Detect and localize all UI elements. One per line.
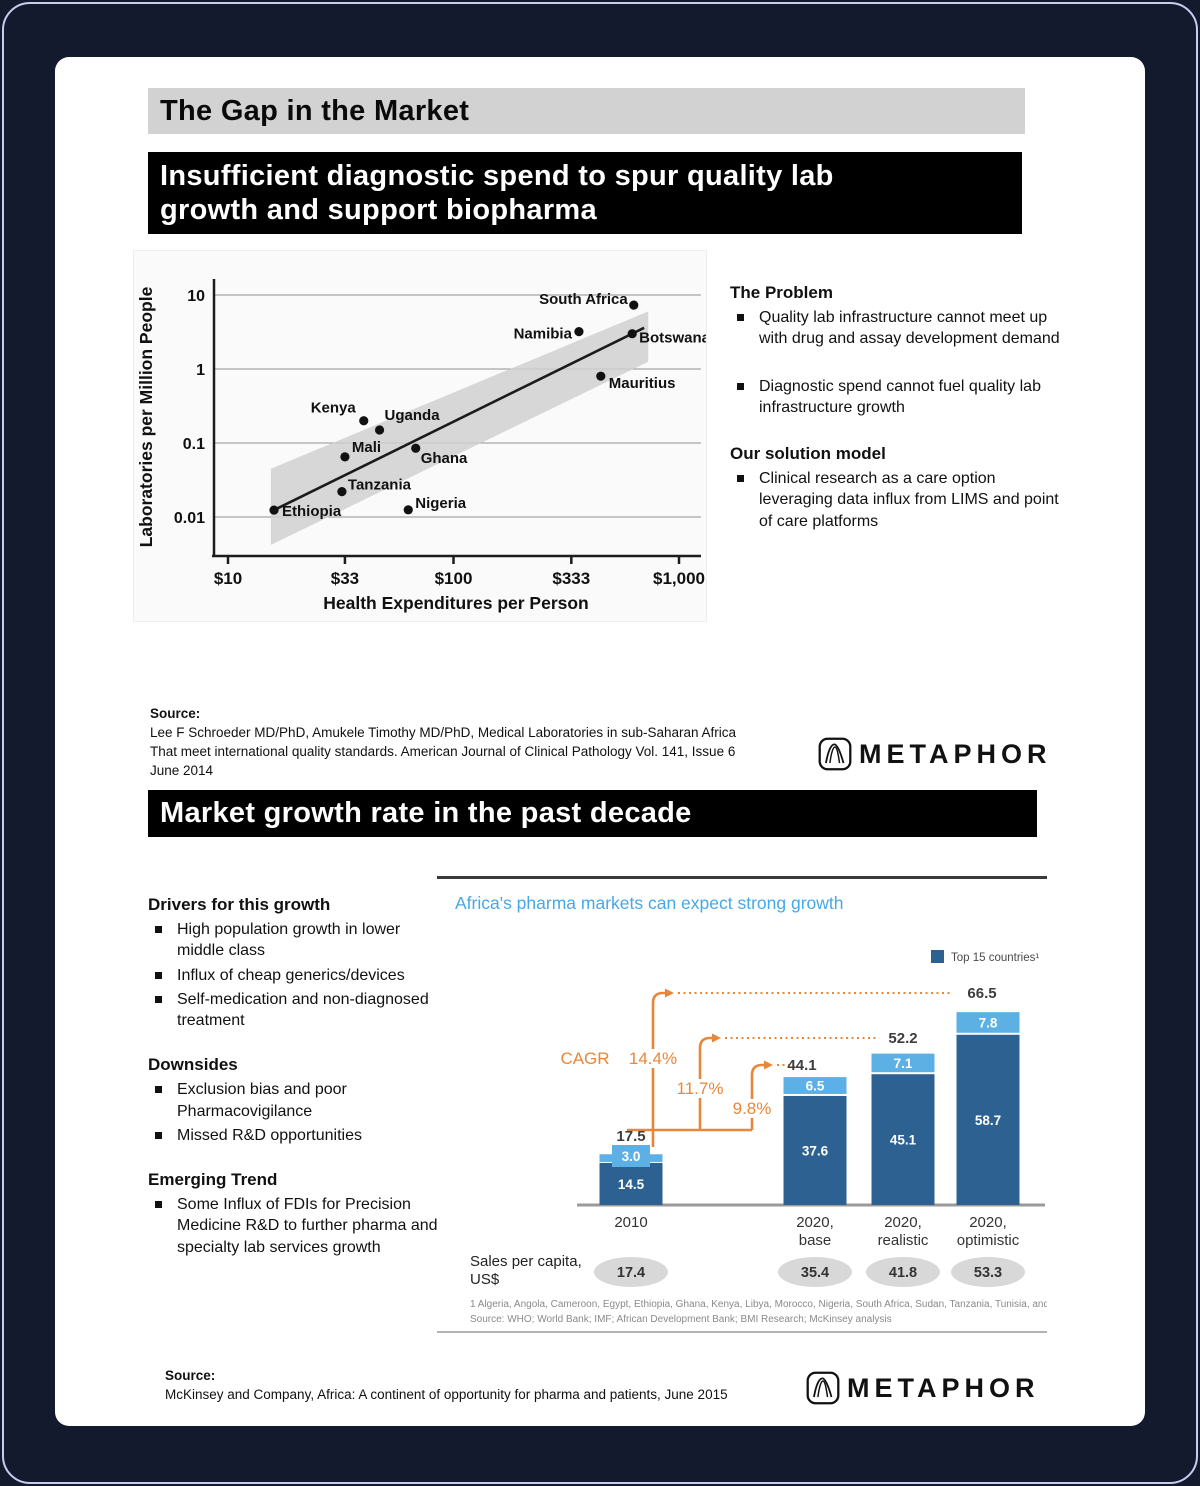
bar-total-label: 52.2	[888, 1030, 918, 1047]
metaphor-logo-text: METAPHOR	[847, 1372, 1040, 1403]
cagr-label: CAGR	[560, 1049, 610, 1068]
scatter-point-label: South Africa	[539, 291, 628, 309]
bullet-square-icon	[155, 972, 162, 979]
scatter-point-label: Ethiopia	[282, 503, 342, 521]
cagr-arrow	[752, 1065, 764, 1130]
y-tick-label: 1	[196, 362, 205, 379]
scatter-point	[337, 487, 346, 496]
bar-total-label: 66.5	[967, 985, 997, 1002]
scatter-point-label: Mali	[351, 438, 382, 456]
y-axis-title: Laboratories per Million People	[136, 286, 156, 548]
bullet-square-icon	[155, 1086, 162, 1093]
x-tick-label: $100	[434, 569, 473, 588]
downsides-bullet-list	[148, 1079, 440, 1146]
drivers-heading: Drivers for this growth	[148, 895, 331, 914]
cagr-arrowhead-icon	[665, 989, 674, 998]
scatter-point-label: Tanzania	[347, 476, 411, 494]
bullet-square-icon	[155, 926, 162, 933]
slide1-source	[150, 705, 790, 781]
x-tick-label: $10	[213, 569, 243, 588]
sales-value: 41.8	[888, 1265, 918, 1281]
trend-bullet-list	[148, 1194, 440, 1258]
bar-value-dark: 14.5	[617, 1176, 645, 1192]
y-tick-label: 0.1	[182, 436, 205, 453]
slide2-title-banner	[148, 790, 1037, 837]
scatter-point-label: Nigeria	[415, 494, 467, 512]
sales-row-label: Sales per capita, US$	[470, 1253, 582, 1288]
scatter-point-label: Mauritius	[608, 375, 676, 393]
trend-heading: Emerging Trend	[148, 1170, 278, 1190]
exhibit-source-note: Source: WHO; World Bank; IMF; African Development Bank; BMI Research; McKinsey analysis	[470, 1314, 892, 1325]
scatter-point	[574, 327, 583, 336]
scatter-point	[340, 452, 349, 461]
bullet-text: Clinical research as a care option leveraging data influx from LIMS and point of care platforms	[759, 470, 1059, 530]
scatter-point	[269, 505, 278, 514]
bullet-text: Missed R&D opportunities	[177, 1126, 362, 1144]
category-label: 2020, base	[796, 1214, 834, 1249]
scatter-point	[404, 505, 413, 514]
slide2-left-column	[148, 895, 440, 1282]
slide1-title-banner	[148, 152, 1022, 234]
bar-value-light: 7.8	[978, 1015, 998, 1031]
source-line: June 2014	[150, 762, 214, 778]
cagr-arrow	[653, 993, 665, 1147]
cagr-arrowhead-icon	[764, 1061, 773, 1070]
scatter-point	[596, 372, 605, 381]
bar-value-light: 7.1	[893, 1055, 913, 1071]
trend-line	[274, 325, 644, 510]
slide1-title-line2: growth and support biopharma	[160, 194, 597, 227]
cagr-arrowhead-icon	[712, 1034, 721, 1043]
bar-value-light: 6.5	[805, 1078, 825, 1094]
bullet-square-icon	[737, 475, 744, 482]
slide1-right-column	[730, 283, 1070, 558]
pharma-growth-exhibit	[437, 875, 1047, 1339]
source-line: Lee F Schroeder MD/PhD, Amukele Timothy MD/PhD, Medical Laboratories in sub-Saharan Africa	[150, 724, 737, 740]
x-axis-title: Health Expenditures per Person	[323, 593, 589, 613]
bullet-text: Diagnostic spend cannot fuel quality lab infrastructure growth	[759, 377, 1041, 416]
downsides-heading: Downsides	[148, 1055, 238, 1075]
bullet-item	[730, 307, 1070, 350]
bullet-item	[730, 376, 1070, 419]
y-tick-label: 0.01	[173, 510, 205, 527]
source-label: Source:	[150, 706, 201, 721]
scatter-point-label: Ghana	[420, 450, 468, 468]
scatter-point	[359, 416, 368, 425]
scatter-point	[628, 329, 637, 338]
bullet-item	[148, 919, 440, 962]
slide2-source	[165, 1367, 805, 1405]
bar-total-label: 44.1	[787, 1057, 817, 1074]
drivers-bullet-list	[148, 919, 440, 1031]
category-label: 2020, optimistic	[956, 1214, 1020, 1249]
bullet-item	[148, 965, 440, 986]
bullet-square-icon	[155, 1132, 162, 1139]
scatter-point	[629, 301, 638, 310]
bullet-square-icon	[155, 996, 162, 1003]
cagr-percent: 14.4%	[628, 1049, 678, 1068]
bullet-item	[730, 468, 1070, 532]
exhibit-footnote: 1 Algeria, Angola, Cameroon, Egypt, Ethiopia, Ghana, Kenya, Libya, Morocco, Nigeria, South Africa, Sudan, Tanzania, Tunisia, and Uganda	[470, 1299, 1047, 1310]
category-label: 2020, realistic	[877, 1214, 929, 1249]
y-tick-label: 10	[187, 288, 205, 305]
source-line: That meet international quality standards. American Journal of Clinical Pathology Vol. 141, Issue 6	[150, 743, 736, 759]
bar-value-dark: 45.1	[889, 1132, 917, 1148]
bullet-text: Influx of cheap generics/devices	[177, 966, 405, 984]
bullet-text: Exclusion bias and poor Pharmacovigilance	[177, 1081, 347, 1120]
metaphor-logo	[818, 737, 1052, 771]
scatter-point-label: Uganda	[384, 406, 440, 424]
solution-heading: Our solution model	[730, 444, 886, 464]
labs-vs-spend-chart	[133, 250, 707, 622]
bullet-item	[148, 1125, 440, 1146]
metaphor-logo	[806, 1371, 1040, 1405]
x-tick-label: $333	[552, 569, 591, 588]
problem-bullet-list	[730, 307, 1070, 418]
legend-label: Top 15 countries¹	[951, 952, 1040, 964]
metaphor-logo-icon	[806, 1371, 840, 1405]
metaphor-logo-icon	[818, 737, 852, 771]
document-page	[55, 57, 1145, 1426]
scatter-point-label: Namibia	[513, 325, 572, 343]
bullet-item	[148, 1194, 440, 1258]
x-tick-label: $1,000	[653, 569, 705, 588]
exhibit-title: Africa's pharma markets can expect strong growth	[455, 893, 844, 913]
source-label: Source:	[165, 1368, 216, 1383]
bar-value-dark: 58.7	[974, 1112, 1002, 1128]
bar-chart-svg	[437, 875, 1047, 1339]
slide1-kicker-bar	[148, 88, 1025, 134]
bullet-text: High population growth in lower middle class	[177, 921, 401, 960]
bar-value-dark: 37.6	[801, 1143, 829, 1159]
bar-value-light: 3.0	[621, 1149, 641, 1164]
scatter-point-label: Botswana	[639, 329, 706, 347]
scatter-point-label: Kenya	[310, 399, 356, 417]
bullet-square-icon	[737, 314, 744, 321]
sales-value: 53.3	[973, 1265, 1003, 1281]
sales-value: 35.4	[800, 1265, 830, 1281]
bullet-item	[148, 1079, 440, 1122]
source-line: McKinsey and Company, Africa: A continent of opportunity for pharma and patients, June 2015	[165, 1386, 728, 1402]
bullet-item	[148, 989, 440, 1032]
problem-heading: The Problem	[730, 283, 833, 302]
bullet-square-icon	[155, 1201, 162, 1208]
bullet-text: Self-medication and non-diagnosed treatment	[177, 990, 429, 1030]
cagr-percent: 9.8%	[732, 1099, 772, 1118]
slide1-kicker-title: The Gap in the Market	[160, 94, 470, 127]
bullet-text: Quality lab infrastructure cannot meet up with drug and assay development demand	[759, 309, 1060, 348]
x-tick-label: $33	[330, 569, 360, 588]
bar-total-label: 17.5	[616, 1128, 646, 1145]
solution-bullet-list	[730, 468, 1070, 532]
slide2-title: Market growth rate in the past decade	[160, 797, 692, 829]
metaphor-logo-text: METAPHOR	[859, 738, 1052, 769]
legend-swatch	[931, 950, 944, 963]
cagr-percent: 11.7%	[676, 1079, 724, 1098]
scatter-point	[411, 444, 420, 453]
slide1-title-line1: Insufficient diagnostic spend to spur quality lab	[160, 160, 834, 192]
bullet-square-icon	[737, 383, 744, 390]
scatter-chart-svg	[134, 251, 706, 621]
category-label: 2010	[614, 1214, 648, 1231]
bullet-text: Some Influx of FDIs for Precision Medicine R&D to further pharma and specialty lab services growth	[177, 1196, 438, 1256]
sales-value: 17.4	[616, 1265, 646, 1281]
scatter-point	[375, 425, 384, 434]
